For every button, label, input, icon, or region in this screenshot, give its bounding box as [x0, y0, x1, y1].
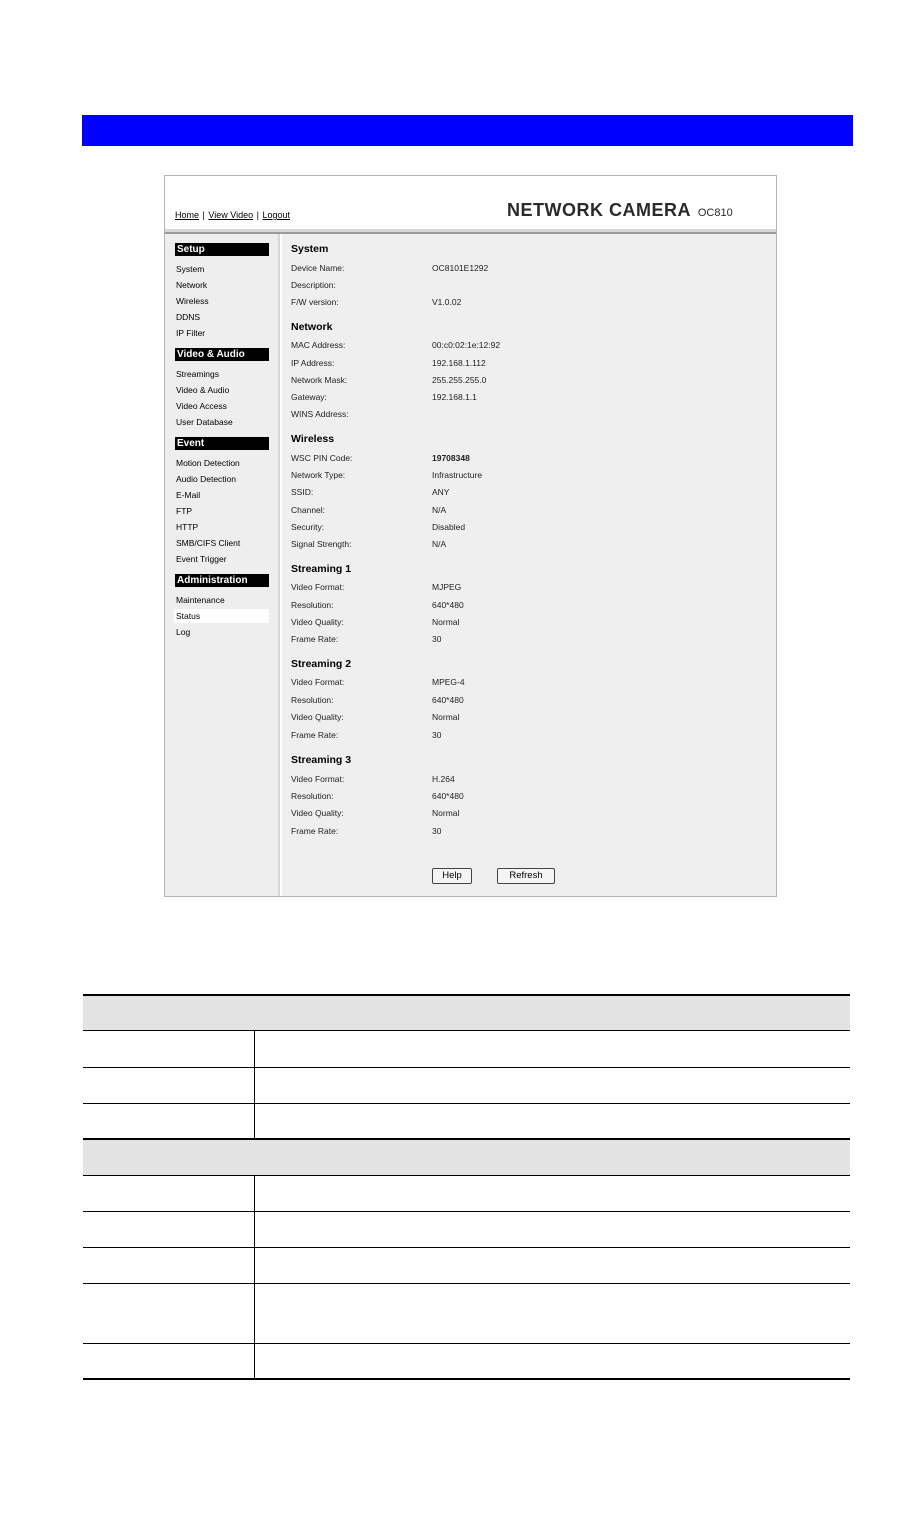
status-label: IP Address:	[291, 358, 335, 368]
status-value: OC8101E1292	[432, 263, 489, 273]
status-label: Frame Rate:	[291, 826, 339, 836]
logo-model: OC810	[697, 207, 733, 219]
status-value: 640*480	[432, 600, 464, 610]
status-value: ANY	[432, 487, 450, 497]
refresh-button[interactable]: Refresh	[497, 868, 555, 884]
table-row	[83, 1283, 850, 1343]
table-row	[83, 1247, 850, 1283]
status-value: 19708348	[432, 453, 470, 463]
status-value: MJPEG	[432, 582, 462, 592]
network-camera-logo	[507, 200, 733, 221]
status-label: Channel:	[291, 505, 326, 515]
status-label: Security:	[291, 522, 325, 532]
nav-separator: |	[256, 210, 259, 220]
status-value: 192.168.1.112	[432, 358, 486, 368]
status-value: Normal	[432, 808, 460, 818]
status-label: Resolution:	[291, 600, 334, 610]
status-label: Signal Strength:	[291, 539, 352, 549]
status-label: Resolution:	[291, 695, 334, 705]
home-link[interactable]: Home	[175, 210, 200, 220]
status-label: Video Quality:	[291, 808, 344, 818]
sidebar-item-maintenance[interactable]: Maintenance	[176, 595, 225, 605]
section-title-streaming-3: Streaming 3	[291, 754, 352, 766]
sidebar-item-ftp[interactable]: FTP	[176, 506, 193, 516]
top-navigation	[175, 210, 290, 220]
sidebar-item-audio-detection[interactable]: Audio Detection	[176, 474, 237, 484]
status-label: SSID:	[291, 487, 314, 497]
status-value: Normal	[432, 712, 460, 722]
sidebar-item-status[interactable]: Status	[174, 609, 269, 623]
status-label: Video Format:	[291, 582, 345, 592]
status-value: 640*480	[432, 791, 464, 801]
section-title-system: System	[291, 243, 329, 255]
help-button[interactable]: Help	[432, 868, 472, 884]
camera-status-screenshot	[164, 175, 777, 897]
status-value: 30	[432, 634, 442, 644]
status-label: Video Quality:	[291, 712, 344, 722]
logout-link[interactable]: Logout	[262, 210, 290, 220]
table-row	[83, 1343, 850, 1379]
status-label: F/W version:	[291, 297, 339, 307]
status-value: MPEG-4	[432, 677, 465, 687]
status-label: MAC Address:	[291, 340, 346, 350]
table-row	[83, 1211, 850, 1247]
status-label: Frame Rate:	[291, 730, 339, 740]
status-value: Disabled	[432, 522, 466, 532]
status-label: WINS Address:	[291, 409, 349, 419]
sidebar-section-video-audio: Video & Audio	[175, 348, 269, 361]
sidebar-menu	[165, 234, 280, 896]
sidebar-item-system[interactable]: System	[176, 264, 205, 274]
status-label: Gateway:	[291, 392, 327, 402]
sidebar-item-event-trigger[interactable]: Event Trigger	[176, 554, 227, 564]
sidebar-item-user-database[interactable]: User Database	[176, 417, 233, 427]
logo-title: NETWORK CAMERA	[507, 200, 691, 220]
status-label: Network Type:	[291, 470, 346, 480]
sidebar-item-ip-filter[interactable]: IP Filter	[176, 328, 206, 338]
sidebar-item-video-audio[interactable]: Video & Audio	[176, 385, 230, 395]
sidebar-item-ddns[interactable]: DDNS	[176, 312, 201, 322]
sidebar-item-smb-cifs-client[interactable]: SMB/CIFS Client	[176, 538, 241, 548]
sidebar-item-log[interactable]: Log	[176, 627, 191, 637]
status-value: 255.255.255.0	[432, 375, 487, 385]
sidebar-section-event: Event	[175, 437, 269, 450]
sidebar-item-network[interactable]: Network	[176, 280, 208, 290]
sidebar-section-setup: Setup	[175, 243, 269, 256]
table-row	[83, 1175, 850, 1211]
table-section-header	[83, 995, 850, 1030]
table-row	[83, 1067, 850, 1103]
view-video-link[interactable]: View Video	[208, 210, 254, 220]
sidebar-item-email[interactable]: E-Mail	[176, 490, 201, 500]
sidebar-item-motion-detection[interactable]: Motion Detection	[176, 458, 240, 468]
status-label: Video Format:	[291, 677, 345, 687]
status-value: H.264	[432, 774, 455, 784]
status-value: 192.168.1.1	[432, 392, 477, 402]
section-title-streaming-1: Streaming 1	[291, 563, 352, 575]
status-value: 30	[432, 826, 442, 836]
status-value: 00:c0:02:1e:12:92	[432, 340, 501, 350]
status-value: V1.0.02	[432, 297, 462, 307]
sidebar-item-streamings[interactable]: Streamings	[176, 369, 219, 379]
sidebar-section-administration: Administration	[175, 574, 269, 587]
status-value: N/A	[432, 539, 447, 549]
table-row	[83, 1030, 850, 1067]
section-title-streaming-2: Streaming 2	[291, 658, 352, 670]
status-value: Infrastructure	[432, 470, 483, 480]
table-row	[83, 1103, 850, 1139]
status-label: Description:	[291, 280, 336, 290]
status-value: 30	[432, 730, 442, 740]
status-label: Frame Rate:	[291, 634, 339, 644]
status-label: Resolution:	[291, 791, 334, 801]
status-label: Video Format:	[291, 774, 345, 784]
section-title-wireless: Wireless	[291, 433, 335, 445]
status-label: Video Quality:	[291, 617, 344, 627]
sidebar-item-http[interactable]: HTTP	[176, 522, 199, 532]
status-label: Device Name:	[291, 263, 345, 273]
table-section-header	[83, 1139, 850, 1175]
status-panel	[282, 234, 776, 896]
section-title-network: Network	[291, 321, 333, 333]
field-description-table	[83, 994, 850, 1380]
status-value: N/A	[432, 505, 447, 515]
chapter-header-bar	[82, 115, 853, 146]
status-label: Network Mask:	[291, 375, 348, 385]
status-value: Normal	[432, 617, 460, 627]
sidebar-item-wireless[interactable]: Wireless	[176, 296, 209, 306]
status-label: WSC PIN Code:	[291, 453, 353, 463]
sidebar-item-video-access[interactable]: Video Access	[176, 401, 227, 411]
status-value: 640*480	[432, 695, 464, 705]
nav-separator: |	[202, 210, 205, 220]
